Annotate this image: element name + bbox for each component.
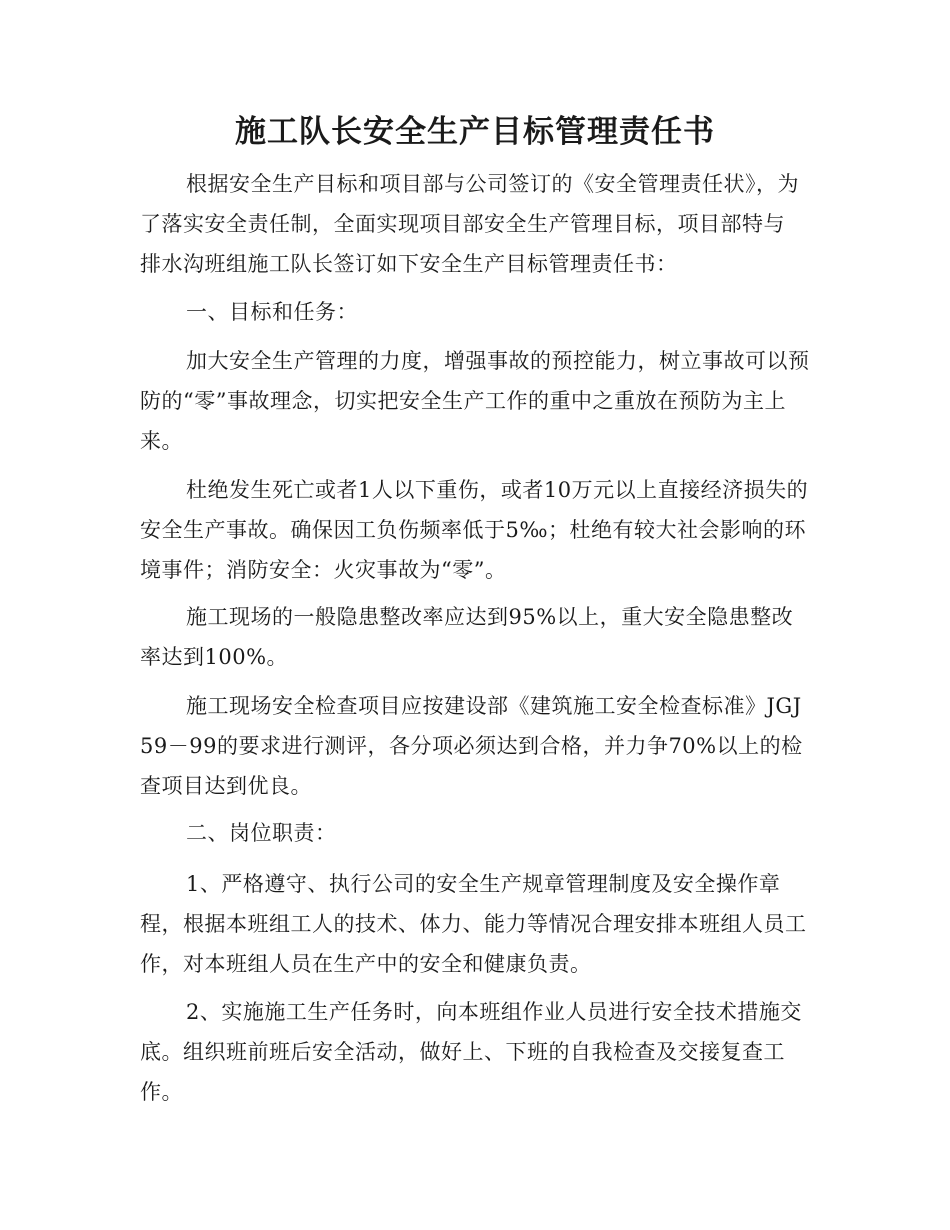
- section-heading-goals: 一、目标和任务：: [186, 300, 358, 324]
- goals-paragraph-3: 施工现场的一般隐患整改率应达到95%以上，重大安全隐患整改率达到100%。: [140, 605, 794, 669]
- duty-item-2: 2、实施施工生产任务时，向本班组作业人员进行安全技术措施交底。组织班前班后安全活动，做好上、下班的自我检查及交接复查工作。: [140, 1000, 802, 1104]
- intro-paragraph: 根据安全生产目标和项目部与公司签订的《安全管理责任状》，为了落实安全责任制，全面实现项目部安全生产管理目标，项目部特与 排水沟班组施工队长签订如下安全生产目标管理责任书：: [140, 172, 799, 276]
- duty-item-1: 1、严格遵守、执行公司的安全生产规章管理制度及安全操作章程，根据本班组工人的技术、体力、能力等情况合理安排本班组人员工作，对本班组人员在生产中的安全和健康负责。: [140, 872, 807, 976]
- section-heading-duties: 二、岗位职责：: [186, 821, 337, 845]
- goals-paragraph-2: 杜绝发生死亡或者1人以下重伤，或者10万元以上直接经济损失的安全生产事故。确保因工负伤频率低于5‰；杜绝有较大社会影响的环境事件；消防安全：火灾事故为“零”。: [140, 478, 809, 582]
- goals-paragraph-1: 加大安全生产管理的力度，增强事故的预控能力，树立事故可以预防的“零”事故理念，切实把安全生产工作的重中之重放在预防为主上来。: [140, 349, 810, 453]
- goals-paragraph-4: 施工现场安全检查项目应按建设部《建筑施工安全检查标准》JGJ59－99的要求进行测评，各分项必须达到合格，并力争70%以上的检查项目达到优良。: [140, 694, 803, 798]
- document-title: 施工队长安全生产目标管理责任书: [235, 114, 715, 150]
